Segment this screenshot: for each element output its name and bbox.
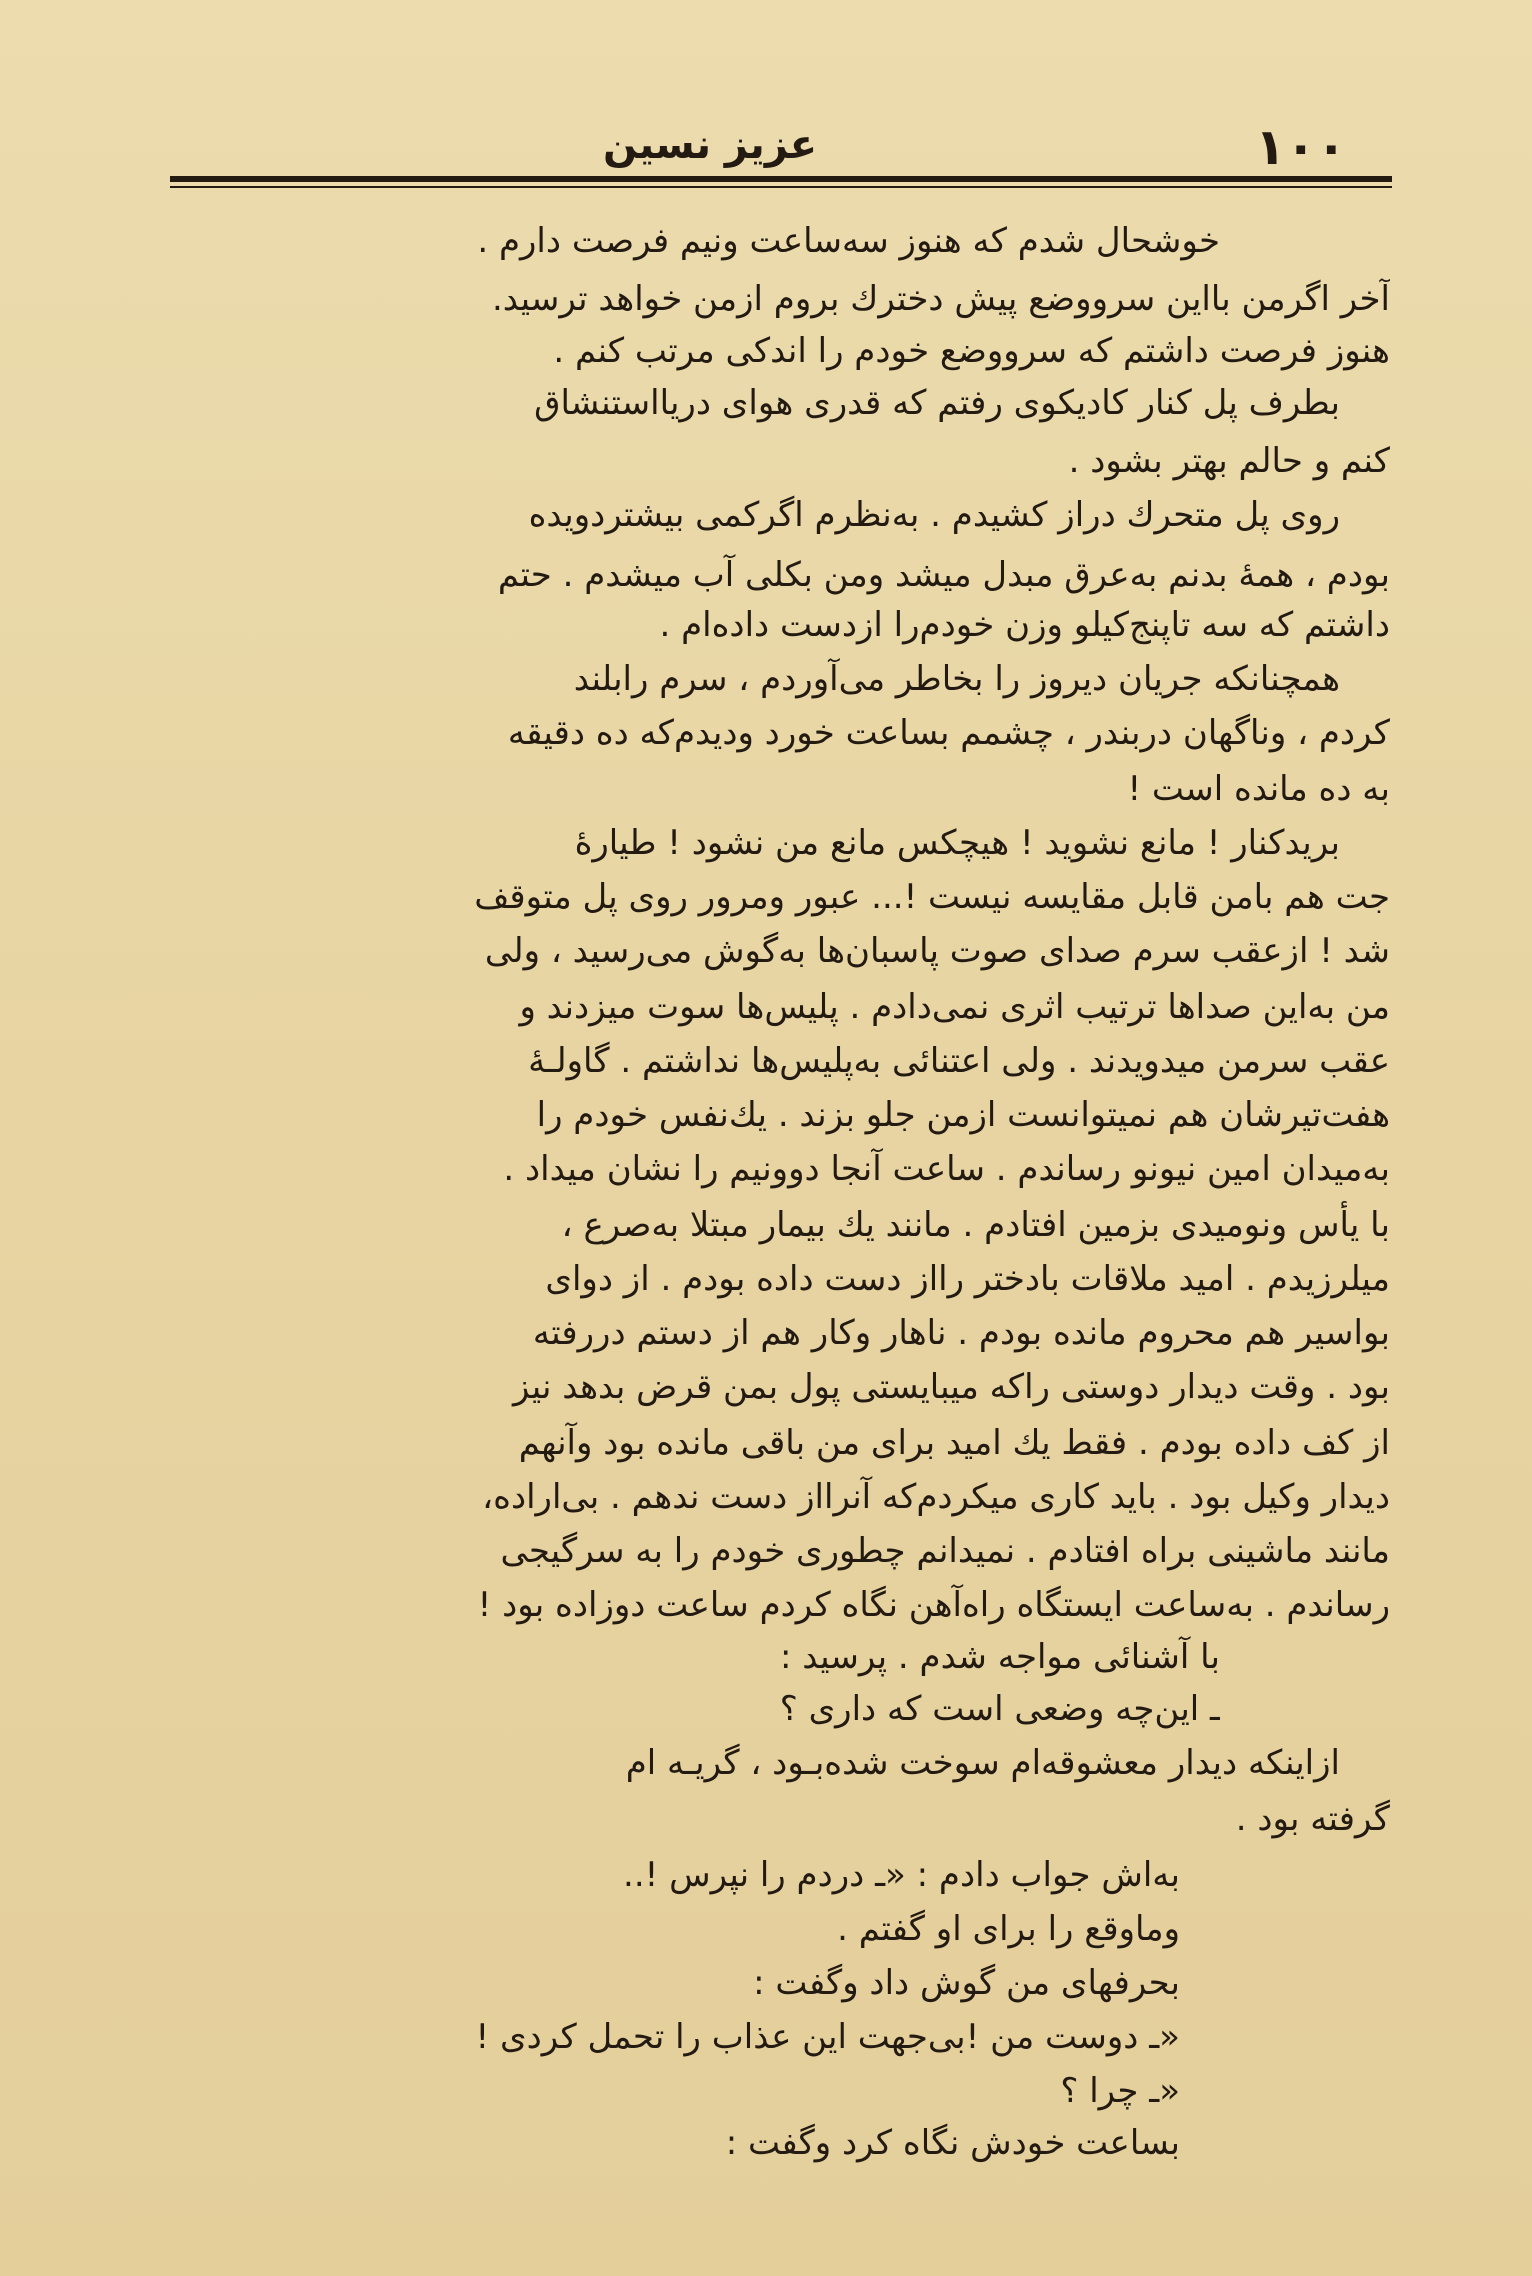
text-line: جت هم بامن قابل مقایسه نیست !... عبور ومرور روی پل متوقف: [474, 877, 1390, 917]
text-line: با یأس ونومیدی بزمین افتادم . مانند یك بیمار مبتلا به‌صرع ،: [561, 1205, 1390, 1245]
text-line: بساعت خودش نگاه کرد وگفت :: [725, 2123, 1180, 2163]
text-line: بودم ، همهٔ بدنم به‌عرق مبدل میشد ومن بکلی آب میشدم . حتم: [497, 555, 1390, 595]
text-line: داشتم که سه تاپنج‌کیلو وزن خودم‌را ازدست داده‌ام .: [659, 605, 1390, 645]
text-line: ازاینکه دیدار معشوقه‌ام سوخت شده‌بـود ، گریـه ام: [625, 1743, 1340, 1783]
text-line: عقب سرمن میدویدند . ولی اعتنائی به‌پلیس‌ها نداشتم . گاولـهٔ: [528, 1041, 1390, 1081]
text-line: کردم ، وناگهان دربندر ، چشمم بساعت خورد ودیدم‌که ده دقیقه: [507, 713, 1390, 753]
text-line: «ـ چرا ؟: [1060, 2071, 1180, 2111]
text-line: کنم و حالم بهتر بشود .: [1068, 441, 1390, 481]
text-line: بواسیر هم محروم مانده بودم . ناهار وکار هم از دستم دررفته: [532, 1313, 1390, 1353]
text-line: من به‌این صداها ترتیب اثری نمی‌دادم . پلیس‌ها سوت میزدند و: [519, 987, 1390, 1027]
text-line: مانند ماشینی براه افتادم . نمیدانم چطوری خودم را به سرگیجی: [500, 1531, 1390, 1571]
text-line: هفت‌تیرشان هم نمیتوانست ازمن جلو بزند . یك‌نفس خودم را: [536, 1095, 1390, 1135]
text-line: بود . وقت دیدار دوستی راکه میبایستی پول بمن قرض بدهد نیز: [512, 1367, 1390, 1407]
text-line: رساندم . به‌ساعت ایستگاه راه‌آهن نگاه کردم ساعت دوزاده بود !: [477, 1585, 1390, 1625]
text-line: به‌میدان امین نیونو رساندم . ساعت آنجا دوونیم را نشان میداد .: [503, 1149, 1390, 1189]
text-line: میلرزیدم . امید ملاقات بادختر رااز دست داده بودم . از دوای: [545, 1259, 1390, 1299]
text-line: خوشحال شدم که هنوز سه‌ساعت ونیم فرصت دارم .: [477, 221, 1220, 261]
text-line: به ده مانده است !: [1127, 769, 1390, 809]
text-line: همچنانکه جریان دیروز را بخاطر می‌آوردم ، سرم رابلند: [573, 659, 1340, 699]
text-line: از کف داده بودم . فقط یك امید برای من باقی مانده بود وآنهم: [518, 1423, 1390, 1463]
running-title: عزیز نسین: [602, 122, 818, 168]
text-line: ـ این‌چه وضعی است که داری ؟: [779, 1689, 1220, 1729]
text-line: بحرفهای من گوش داد وگفت :: [753, 1963, 1180, 2003]
text-line: بطرف پل کنار کادیکوی رفتم که قدری هوای دریااستنشاق: [534, 383, 1340, 423]
text-line: با آشنائی مواجه شدم . پرسید :: [780, 1637, 1220, 1677]
text-line: گرفته بود .: [1235, 1799, 1390, 1839]
text-line: روی پل متحرك دراز کشیدم . به‌نظرم اگرکمی بیشتردویده: [528, 495, 1340, 535]
text-line: بریدکنار ! مانع نشوید ! هیچکس مانع من نشود ! طیارهٔ: [574, 823, 1340, 863]
text-line: هنوز فرصت داشتم که سرووضع خودم را اندکی مرتب کنم .: [553, 331, 1390, 371]
text-line: شد ! ازعقب سرم صدای صوت پاسبان‌ها به‌گوش می‌رسید ، ولی: [484, 931, 1390, 971]
text-line: دیدار وکیل بود . باید کاری میکردم‌که آنرااز دست ندهم . بی‌اراده،: [482, 1477, 1390, 1517]
page-number: ١٠٠: [1255, 118, 1347, 176]
text-line: به‌اش جواب دادم : «ـ دردم را نپرس !..: [623, 1855, 1180, 1895]
text-line: «ـ دوست من !بی‌جهت این عذاب را تحمل کردی !: [475, 2017, 1180, 2057]
text-line: آخر اگرمن بااین سرووضع پیش دخترك بروم ازمن خواهد ترسید.: [492, 279, 1390, 319]
text-line: وماوقع را برای او گفتم .: [837, 1909, 1180, 1949]
